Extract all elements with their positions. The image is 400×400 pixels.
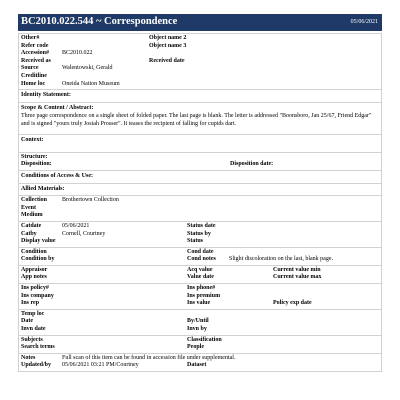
scope-label: Scope & Content / Abstract:: [21, 104, 94, 111]
policy-exp-date-label: Policy exp date: [273, 300, 312, 307]
ins-value-label: Ins value: [187, 300, 211, 307]
source-label: Source: [21, 65, 39, 72]
value-date-label: Value date: [187, 274, 214, 281]
title-bar: [18, 14, 382, 31]
medium-label: Medium: [21, 212, 43, 219]
appraisor-label: Appraisor: [21, 266, 48, 273]
inventory-date-label: Invn date: [21, 326, 46, 333]
by-until-label: By/Until: [187, 318, 209, 325]
header-date: 05/06/2021: [350, 19, 378, 25]
inventory-by-label: Invn by: [187, 326, 207, 333]
collection-label: Collection: [21, 197, 47, 204]
people-label: People: [187, 344, 204, 351]
accession-value: BC2010.022: [62, 50, 93, 57]
status-label: Status: [187, 238, 204, 245]
catalog-section: [19, 222, 381, 248]
status-date-label: Status date: [187, 222, 216, 229]
accession-label: Accession#: [21, 50, 49, 57]
context-label: Context:: [21, 137, 44, 144]
notes-label: Notes: [21, 354, 36, 361]
received-date-label: Received date: [149, 57, 185, 64]
notes-value: Full scan of this item can be found in accession file under supplemental.: [62, 354, 236, 361]
refer-code-label: Refer code: [21, 42, 49, 49]
scope-section: [19, 103, 381, 135]
temp-loc-label: Temp loc: [21, 310, 45, 317]
current-value-min-label: Current value min: [273, 266, 321, 273]
conditions-label: Conditions of Access & Use:: [21, 172, 93, 179]
object-name3-label: Object name 3: [149, 42, 187, 49]
home-loc-value: Oneida Nation Museum: [62, 80, 120, 87]
record-page: [18, 14, 382, 372]
cond-notes-value: Slight discoloration on the last, blank page.: [229, 256, 333, 263]
collection-section: [19, 196, 381, 222]
catby-value: Cornell, Courtney: [62, 230, 106, 237]
subjects-section: [19, 336, 381, 354]
updated-by-value: 05/06/2021 03:21 PM/Courtney: [62, 362, 139, 369]
creditline-label: Creditline: [21, 72, 47, 79]
condition-by-label: Condition by: [21, 256, 55, 263]
event-label: Event: [21, 204, 36, 211]
status-by-label: Status by: [187, 230, 211, 237]
disposition-label: Disposition:: [21, 161, 52, 168]
updated-by-label: Updated/by: [21, 362, 52, 369]
date-label: Date: [21, 318, 33, 325]
identity-section: [19, 34, 381, 90]
ins-company-label: Ins company: [21, 292, 54, 299]
record-title: BC2010.022.544 ~ Correspondence: [21, 16, 178, 27]
received-as-label: Received as: [21, 57, 51, 64]
ins-policy-label: Ins policy#: [21, 285, 49, 292]
context-section: [19, 135, 381, 153]
current-value-max-label: Current value max: [273, 274, 322, 281]
display-value-label: Display value: [21, 238, 56, 245]
condition-section: [19, 248, 381, 266]
structure-label: Structure:: [21, 153, 48, 160]
identity-statement-label: Identity Statement:: [21, 92, 71, 99]
allied-section: [19, 184, 381, 197]
source-value: Walentowski, Gerald: [62, 65, 113, 72]
cond-notes-label: Cond notes: [187, 256, 216, 263]
acq-value-label: Acq value: [187, 266, 213, 273]
allied-label: Allied Materials:: [21, 185, 65, 192]
search-terms-label: Search terms: [21, 344, 55, 351]
identity-statement-section: [19, 90, 381, 103]
subjects-label: Subjects: [21, 336, 43, 343]
notes-section: [19, 354, 381, 371]
ins-premium-label: Ins premium: [187, 292, 221, 299]
ins-phone-label: Ins phone#: [187, 285, 216, 292]
object-name2-label: Object name 2: [149, 35, 187, 41]
catdate-value: 05/06/2021: [62, 222, 90, 229]
conditions-section: [19, 171, 381, 184]
classification-label: Classification: [187, 336, 222, 343]
home-loc-label: Home loc: [21, 80, 46, 87]
ins-rep-label: Ins rep: [21, 300, 40, 307]
record-frame: [18, 33, 382, 372]
cond-date-label: Cond date: [187, 248, 214, 255]
catby-label: Catby: [21, 230, 37, 237]
condition-label: Condition: [21, 248, 47, 255]
structure-section: [19, 153, 381, 171]
temp-location-section: [19, 310, 381, 336]
app-notes-label: App notes: [21, 274, 47, 281]
insurance-section: [19, 284, 381, 310]
appraisal-section: [19, 266, 381, 284]
scope-text: Three page correspondence on a single sheet of folded paper. The last page is blank. The letter is addressed "Boonsboro, Jan 25/67, Friend Edgar" and is signed "yours truly Josiah Prosser". It teases the recipient of falling for cupids dart.: [21, 113, 372, 127]
dataset-label: Dataset: [187, 362, 207, 369]
disposition-date-label: Disposition date:: [230, 161, 274, 168]
collection-value: Brothertown Collection: [62, 197, 119, 204]
catdate-label: Catdate: [21, 222, 42, 229]
other-num-label: Other#: [21, 35, 40, 41]
